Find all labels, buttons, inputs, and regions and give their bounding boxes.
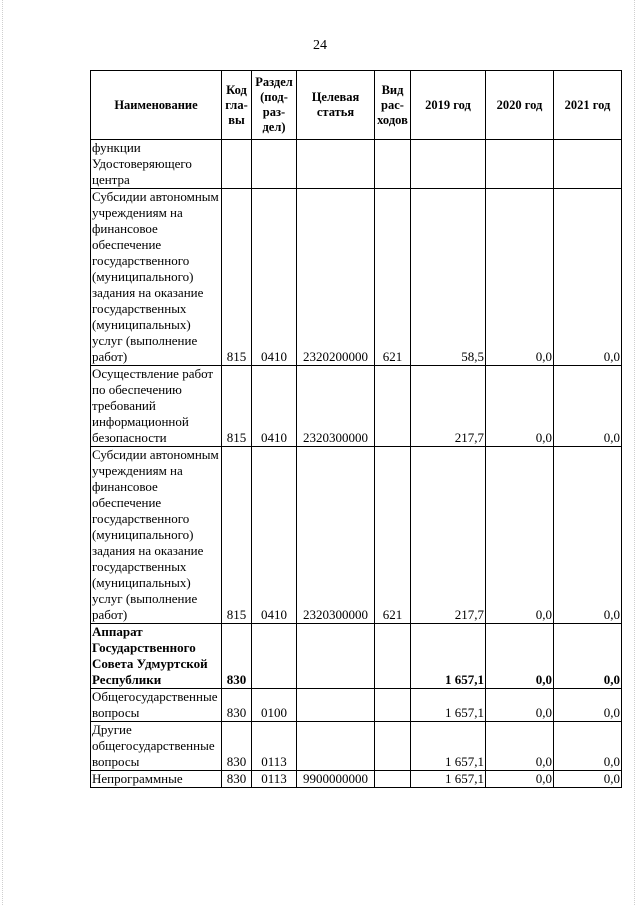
cell-target-article — [297, 140, 375, 189]
cell-chapter-code: 815 — [222, 189, 252, 366]
cell-2020: 0,0 — [486, 771, 554, 788]
page-number: 24 — [313, 38, 327, 53]
cell-name: Субсидии автономным учреждениям на финансовое обеспечение государственного (муниципального) задания на оказание государственных (муниципальных) услуг (выполнение работ) — [91, 447, 222, 624]
cell-2019: 217,7 — [411, 447, 486, 624]
cell-2020: 0,0 — [486, 447, 554, 624]
table-body — [91, 140, 622, 788]
cell-2020: 0,0 — [486, 624, 554, 689]
cell-2021: 0,0 — [554, 447, 622, 624]
cell-name: Непрограммные — [91, 771, 222, 788]
cell-name: Осуществление работ по обеспечению требований информационной безопасности — [91, 366, 222, 447]
cell-name: Аппарат Государственного Совета Удмуртской Республики — [91, 624, 222, 689]
table-row — [91, 189, 622, 366]
cell-2020: 0,0 — [486, 189, 554, 366]
table-row — [91, 366, 622, 447]
table-row — [91, 140, 622, 189]
cell-2019: 217,7 — [411, 366, 486, 447]
header-row — [91, 71, 622, 140]
table-row — [91, 771, 622, 788]
cell-expense-type: 621 — [375, 189, 411, 366]
budget-table — [90, 70, 622, 788]
cell-expense-type — [375, 722, 411, 771]
cell-expense-type: 621 — [375, 447, 411, 624]
cell-section: 0410 — [252, 189, 297, 366]
cell-2021 — [554, 140, 622, 189]
cell-expense-type — [375, 771, 411, 788]
table-row — [91, 689, 622, 722]
cell-target-article: 2320300000 — [297, 366, 375, 447]
cell-chapter-code — [222, 140, 252, 189]
table-row — [91, 624, 622, 689]
cell-name: Другие общегосударственные вопросы — [91, 722, 222, 771]
table-row — [91, 447, 622, 624]
cell-section: 0100 — [252, 689, 297, 722]
header-target-article: Целевая статья — [297, 71, 375, 140]
cell-2021: 0,0 — [554, 189, 622, 366]
cell-2020: 0,0 — [486, 689, 554, 722]
cell-name: Общегосударственные вопросы — [91, 689, 222, 722]
cell-2021: 0,0 — [554, 722, 622, 771]
cell-2019: 1 657,1 — [411, 771, 486, 788]
cell-target-article: 2320300000 — [297, 447, 375, 624]
cell-chapter-code: 830 — [222, 689, 252, 722]
cell-2019: 1 657,1 — [411, 624, 486, 689]
cell-2019: 1 657,1 — [411, 689, 486, 722]
cell-2020 — [486, 140, 554, 189]
cell-chapter-code: 830 — [222, 722, 252, 771]
cell-2019: 58,5 — [411, 189, 486, 366]
header-section: Раздел (под- раз- дел) — [252, 71, 297, 140]
cell-section: 0113 — [252, 771, 297, 788]
cell-target-article: 9900000000 — [297, 771, 375, 788]
cell-2019: 1 657,1 — [411, 722, 486, 771]
right-margin-dots — [634, 0, 635, 905]
cell-chapter-code: 830 — [222, 624, 252, 689]
header-expense-type: Вид рас- ходов — [375, 71, 411, 140]
cell-chapter-code: 815 — [222, 447, 252, 624]
cell-target-article — [297, 722, 375, 771]
cell-section: 0410 — [252, 366, 297, 447]
cell-section: 0410 — [252, 447, 297, 624]
cell-chapter-code: 830 — [222, 771, 252, 788]
cell-section: 0113 — [252, 722, 297, 771]
cell-target-article — [297, 624, 375, 689]
header-chapter-code: Код гла- вы — [222, 71, 252, 140]
cell-section — [252, 624, 297, 689]
cell-2021: 0,0 — [554, 689, 622, 722]
cell-name: Субсидии автономным учреждениям на финансовое обеспечение государственного (муниципального) задания на оказание государственных (муниципальных) услуг (выполнение работ) — [91, 189, 222, 366]
cell-chapter-code: 815 — [222, 366, 252, 447]
cell-2020: 0,0 — [486, 366, 554, 447]
header-2020: 2020 год — [486, 71, 554, 140]
cell-expense-type — [375, 140, 411, 189]
cell-section — [252, 140, 297, 189]
cell-target-article: 2320200000 — [297, 189, 375, 366]
cell-2019 — [411, 140, 486, 189]
table-row — [91, 722, 622, 771]
header-2019: 2019 год — [411, 71, 486, 140]
cell-expense-type — [375, 689, 411, 722]
cell-expense-type — [375, 624, 411, 689]
cell-2021: 0,0 — [554, 624, 622, 689]
cell-expense-type — [375, 366, 411, 447]
cell-2021: 0,0 — [554, 366, 622, 447]
cell-name: функции Удостоверяющего центра — [91, 140, 222, 189]
header-2021: 2021 год — [554, 71, 622, 140]
cell-2021: 0,0 — [554, 771, 622, 788]
left-margin-dots — [2, 0, 3, 905]
cell-2020: 0,0 — [486, 722, 554, 771]
cell-target-article — [297, 689, 375, 722]
header-name: Наименование — [91, 71, 222, 140]
